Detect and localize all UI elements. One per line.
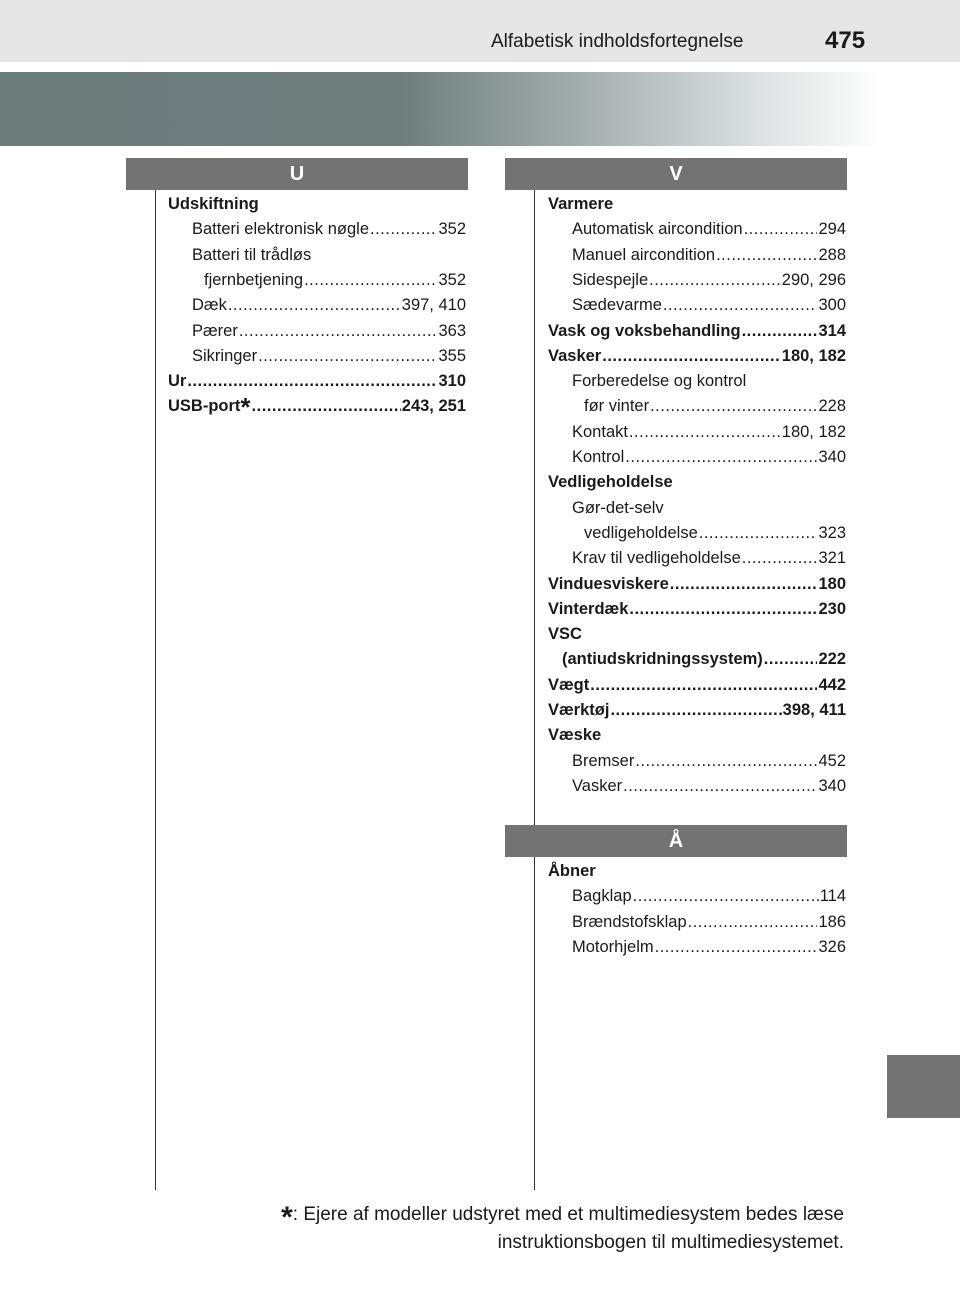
leader-dots <box>742 319 818 344</box>
entry-page: 326 <box>818 937 846 956</box>
entry-page: 398, 411 <box>782 701 846 719</box>
leader-dots <box>635 749 817 774</box>
entry-page: 230 <box>818 599 846 618</box>
page-number: 475 <box>825 27 866 54</box>
entry-term: (antiudskridningssystem) <box>562 650 763 669</box>
index-entry <box>548 749 846 774</box>
entry-page: 340 <box>818 448 846 466</box>
entry-page: 243, 251 <box>401 397 466 416</box>
leader-dots <box>649 268 781 293</box>
entry-page: 114 <box>819 887 846 906</box>
entry-page: 321 <box>818 549 846 568</box>
leader-dots <box>688 910 818 935</box>
page-header <box>0 0 960 62</box>
entry-term: Sikringer <box>192 346 258 365</box>
section-header-aa: Å <box>505 825 847 857</box>
entry-term: Åbner <box>548 862 596 880</box>
entry-term: Sædevarme <box>572 296 662 315</box>
entry-page: 314 <box>818 321 846 340</box>
leader-dots <box>655 935 818 960</box>
entry-term: Vinterdæk <box>548 599 629 618</box>
index-entry <box>548 647 846 672</box>
entry-page: 442 <box>818 675 846 694</box>
index-entry <box>548 935 846 960</box>
entry-term: Vedligeholdelse <box>548 473 673 492</box>
entry-page: 180, 182 <box>781 346 846 365</box>
index-entry <box>548 884 846 909</box>
entry-term: Kontakt <box>572 422 628 441</box>
index-entry <box>168 319 466 344</box>
leader-dots <box>670 572 818 597</box>
index-entry <box>548 572 846 597</box>
entry-term: Dæk <box>192 296 227 315</box>
entry-page: 452 <box>818 751 846 770</box>
index-entry <box>548 420 846 445</box>
leader-dots <box>228 293 401 318</box>
entry-page: 352 <box>438 270 466 289</box>
index-entry <box>168 217 466 242</box>
entry-term: Værktøj <box>548 701 610 719</box>
entry-page: 355 <box>438 346 466 365</box>
entry-page: 290, 296 <box>781 270 846 289</box>
footnote-star: * <box>281 1201 293 1234</box>
index-entry <box>548 774 846 799</box>
entry-term: Udskiftning <box>168 195 259 213</box>
entry-term: Væske <box>548 726 602 745</box>
entry-term: Varmere <box>548 195 614 213</box>
entry-page: 363 <box>438 321 466 340</box>
section-header-u: U <box>126 158 468 190</box>
entry-term: Bagklap <box>572 887 632 906</box>
leader-dots <box>742 546 818 571</box>
entry-term: Forberedelse og kontrol <box>572 372 747 391</box>
index-entry <box>548 192 846 217</box>
index-entry <box>548 521 846 546</box>
entry-term: Motorhjelm <box>572 937 654 956</box>
index-entry <box>548 470 846 495</box>
entry-term: Batteri elektronisk nøgle <box>192 220 369 239</box>
leader-dots <box>699 521 818 546</box>
section-header-v: V <box>505 158 847 190</box>
entry-page: 180, 182 <box>781 422 846 441</box>
entry-page: 352 <box>438 220 466 239</box>
entry-page: 397, 410 <box>401 296 466 315</box>
index-entry <box>168 293 466 318</box>
decorative-banner <box>0 72 885 146</box>
leader-dots <box>370 217 437 242</box>
entry-page: 288 <box>818 245 846 264</box>
entry-term: Vasker <box>572 776 623 795</box>
entry-term: Vasker <box>548 346 602 365</box>
index-entry <box>548 910 846 935</box>
entry-term: Vask og voksbehandling <box>548 321 741 340</box>
entry-page: 310 <box>438 372 466 391</box>
entry-term: Kontrol <box>572 448 625 466</box>
leader-dots <box>258 344 437 369</box>
leader-dots <box>629 597 817 622</box>
entry-page: 294 <box>818 220 846 239</box>
leader-dots <box>629 420 781 445</box>
entry-term: Krav til vedligeholdelse <box>572 549 741 568</box>
index-entry <box>548 319 846 344</box>
index-entry <box>168 192 466 217</box>
entry-term: Vægt <box>548 675 590 694</box>
entry-term: Ur <box>168 372 187 391</box>
chapter-tab-marker <box>887 1055 960 1118</box>
leader-dots <box>239 319 438 344</box>
index-entry <box>548 597 846 622</box>
index-entry <box>548 673 846 698</box>
entry-term: Gør-det-selv <box>572 498 664 517</box>
leader-dots <box>633 884 819 909</box>
leader-dots <box>716 243 817 268</box>
leader-dots <box>650 394 817 419</box>
leader-dots <box>187 369 437 394</box>
entry-page: 300 <box>818 296 846 315</box>
index-entry <box>548 546 846 571</box>
footnote <box>281 1201 844 1257</box>
index-entry <box>548 622 846 647</box>
entry-term: før vinter <box>584 397 650 416</box>
entry-page: 323 <box>818 523 846 542</box>
entry-term: Vinduesviskere <box>548 574 669 593</box>
entry-term: VSC <box>548 625 582 644</box>
index-entry <box>548 243 846 268</box>
footnote-line-2: instruktionsbogen til multimediesystemet. <box>497 1232 844 1253</box>
column-divider-left <box>155 190 156 1190</box>
entry-term: fjernbetjening <box>204 270 304 289</box>
entry-page: 180 <box>818 574 846 593</box>
index-entry <box>168 344 466 369</box>
leader-dots <box>252 394 401 419</box>
index-entry <box>168 369 466 394</box>
index-entry <box>548 369 846 394</box>
index-entry <box>548 293 846 318</box>
index-entry <box>168 243 466 268</box>
column-divider-right-upper <box>534 190 535 825</box>
entry-term: Brændstofsklap <box>572 912 687 931</box>
footnote-line-1: : Ejere af modeller udstyret med et multimediesystem bedes læse <box>292 1204 844 1225</box>
entry-page: 340 <box>818 776 846 795</box>
leader-dots <box>304 268 437 293</box>
leader-dots <box>590 673 817 698</box>
entry-term: Bremser <box>572 751 635 770</box>
entry-page: 228 <box>818 397 846 416</box>
entry-term: Pærer <box>192 321 238 340</box>
index-entry <box>548 344 846 369</box>
index-entry: USB-port * ..... 243, 251 <box>168 394 466 419</box>
index-entry <box>548 268 846 293</box>
index-entry <box>548 859 846 884</box>
leader-dots <box>625 445 817 470</box>
entry-term: Manuel aircondition <box>572 245 716 264</box>
index-entry <box>548 445 846 470</box>
leader-dots <box>744 217 818 242</box>
leader-dots <box>663 293 818 318</box>
entry-term: Sidespejle <box>572 270 649 289</box>
index-entry <box>548 217 846 242</box>
entry-page: 186 <box>818 912 846 931</box>
entry-term: USB-port <box>168 397 241 416</box>
entry-term: Automatisk aircondition <box>572 220 743 239</box>
entry-term: vedligeholdelse <box>584 523 698 542</box>
column-divider-right-lower <box>534 857 535 1190</box>
header-title: Alfabetisk indholdsfortegnelse <box>491 31 744 52</box>
entry-term: Batteri til trådløs <box>192 245 312 264</box>
leader-dots <box>610 698 781 723</box>
entry-page: 222 <box>818 650 846 669</box>
leader-dots <box>764 647 818 672</box>
index-entry <box>168 268 466 293</box>
leader-dots <box>602 344 781 369</box>
index-entry <box>548 496 846 521</box>
index-entry <box>548 723 846 748</box>
index-entry <box>548 698 846 723</box>
index-entry <box>548 394 846 419</box>
leader-dots <box>623 774 817 799</box>
